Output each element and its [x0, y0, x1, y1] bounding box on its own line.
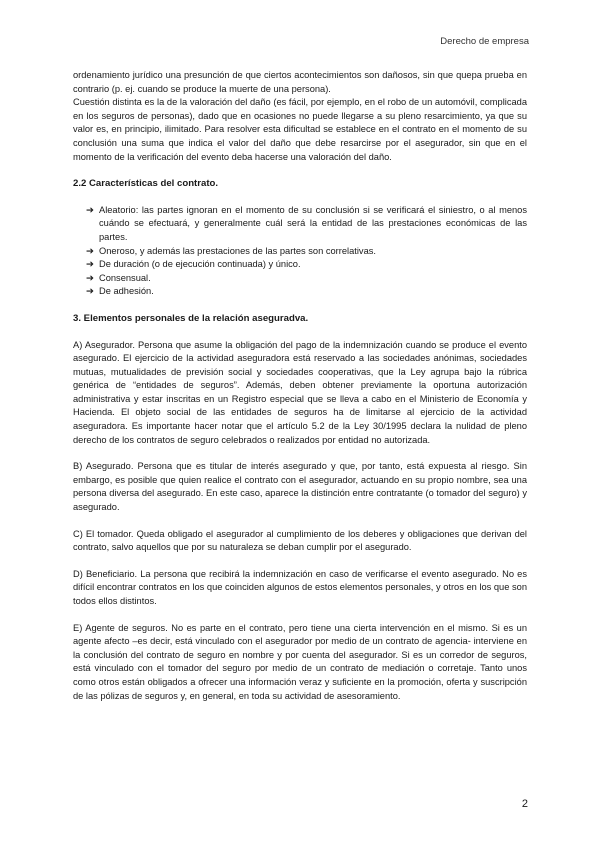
intro-paragraph-1: ordenamiento jurídico una presunción de que ciertos acontecimientos son dañosos, sin que quepa prueba en contrario (p. ej. cuando se produce la muerte de una persona).	[73, 70, 527, 94]
paragraph-agente: E) Agente de seguros. No es parte en el contrato, pero tiene una cierta intervención en el mismo. Si es un agente afecto –es decir, está vinculado con el asegurador por medio de un contrato de agencia- interviene en la conclusión del contrato de seguro en nombre y por cuenta del asegurador. Si es un corredor de seguros, está vinculado con el tomador del seguro por medio de un contrato de mediación o corretaje. Tanto unos como otros están obligados a ofrecer una información veraz y suficiente en la promoción, oferta y suscripción de las pólizas de seguros y, en general, en toda su actividad de asesoramiento.	[73, 622, 527, 701]
running-header: Derecho de empresa	[440, 36, 529, 47]
list-item: ➔ Consensual.	[86, 272, 527, 286]
characteristics-list	[73, 204, 527, 299]
list-item: ➔ Oneroso, y además las prestaciones de las partes son correlativas.	[86, 245, 527, 259]
section-heading-3: 3. Elementos personales de la relación aseguradva.	[73, 312, 309, 324]
arrow-bullet-icon: ➔	[86, 204, 94, 215]
arrow-bullet-icon: ➔	[86, 245, 94, 256]
list-item: ➔ De duración (o de ejecución continuada) y único.	[86, 258, 527, 272]
page-body	[73, 69, 527, 703]
paragraph-tomador: C) El tomador. Queda obligado el asegurador al cumplimiento de los deberes y obligaciones que derivan del contrato, salvo aquellos que por su naturaleza se deban cumplir por el asegurado.	[73, 528, 527, 553]
list-item: ➔ De adhesión.	[86, 285, 527, 299]
section-heading-2-2: 2.2 Características del contrato.	[73, 178, 219, 190]
paragraph-asegurador: A) Asegurador. Persona que asume la obligación del pago de la indemnización cuando se produce el evento asegurado. El ejercicio de la actividad aseguradora está reservado a las sociedades anónimas, sociedades mutuas, mutualidades de previsión social y sociedades cooperativas, que la Ley agrupa bajo la rúbrica genérica de “entidades de seguros”. Además, deben obtener previamente la oportuna autorización administrativa y estar inscritas en un Registro especial que se lleva a cabo en el Ministerio de Economía y Hacienda. El objeto social de las entidades de seguros ha de limitarse al ejercicio de la actividad aseguradora. Es importante hacer notar que el artículo 5.2 de la Ley 30/1995 declara la nulidad de pleno derecho de los contratos de seguro celebrados o realizados por entidad no autorizada.	[73, 339, 527, 445]
list-item: ➔ Aleatorio: las partes ignoran en el momento de su conclusión si se verificará el siniestro, o al menos cuándo se efectuará, y generalmente cuál será la entidad de las prestaciones económicas de las partes.	[86, 204, 527, 242]
page-number: 2	[521, 798, 528, 810]
arrow-bullet-icon: ➔	[86, 286, 94, 297]
paragraph-beneficiario: D) Beneficiario. La persona que recibirá la indemnización en caso de verificarse el evento asegurado. No es difícil encontrar contratos en los que coinciden algunos de estos elementos personales, y otros en los que son todos ellos distintos.	[73, 568, 527, 606]
arrow-bullet-icon: ➔	[86, 259, 94, 270]
arrow-bullet-icon: ➔	[86, 272, 94, 283]
paragraph-asegurado: B) Asegurado. Persona que es titular de interés asegurado y que, por tanto, está expuesta al riesgo. Sin embargo, es posible que quien realice el contrato con el asegurador, actuando en su propio nombre, sea una persona diversa del asegurado. En este caso, aparece la distinción entre contratante (o tomador del seguro) y asegurado.	[73, 461, 527, 513]
intro-paragraph-2: Cuestión distinta es la de la valoración del daño (es fácil, por ejemplo, en el robo de un automóvil, complicada en los seguros de personas), dado que en ocasiones no puede llegarse a su pleno resarcimiento, ya que su valor es, en principio, ilimitado. Para resolver esta dificultad se establece en el contrato en el momento de su conclusión una suma que indica el valor del daño que debe resarcirse por el asegurador, sin que en el momento de la verificación del evento deba hacerse una valoración del daño.	[73, 97, 527, 162]
